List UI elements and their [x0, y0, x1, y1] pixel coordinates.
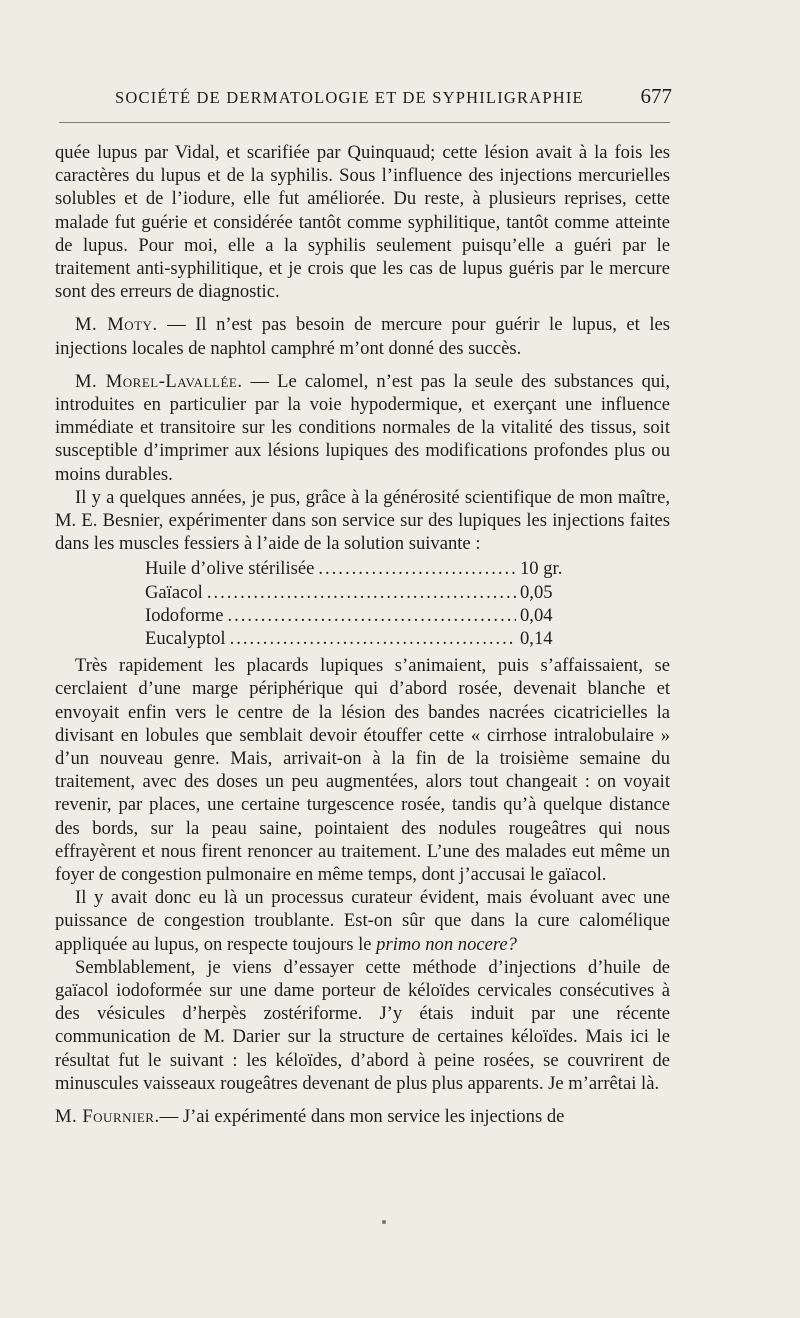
speaker-name: M. Morel-Lavallée.	[75, 370, 243, 392]
latin-phrase: primo non nocere?	[376, 933, 517, 955]
ingredient-quantity: 0,05	[520, 581, 553, 603]
paragraph-conclusion	[55, 886, 670, 956]
formula-row	[145, 604, 590, 627]
formula-table	[145, 557, 590, 650]
page-number: 677	[640, 84, 672, 108]
speaker-name: M. Moty.	[75, 314, 158, 336]
ingredient-name: Gaïacol	[145, 581, 203, 603]
paragraph-text: — J’ai expérimenté dans mon service les injections de	[159, 1106, 565, 1128]
running-title: SOCIÉTÉ DE DERMATOLOGIE ET DE SYPHILIGRAPHIE	[115, 88, 584, 107]
paragraph-text: Il y avait donc eu là un processus curateur évident, mais évoluant avec une puissance de congestion troublante. Est-on sûr que dans la cure calomélique appliquée au lupus, on respecte toujours le	[55, 887, 670, 955]
ingredient-name: Eucalyptol	[145, 628, 226, 650]
ingredient-name: Huile d’olive stérilisée	[145, 558, 315, 580]
book-page	[55, 80, 670, 1128]
ingredient-quantity: 10 gr.	[520, 558, 563, 580]
ink-speck	[382, 1220, 386, 1224]
ingredient-quantity: 0,04	[520, 604, 553, 626]
paragraph-text: — Le calomel, n’est pas la seule des substances qui, introduites en particulier par la voie hypodermique, et exerçant une influence immédiate et transitoire sur les conditions normales de la vitalité des tissus, soit susceptible d’imprimer aux lésions lupiques des modifications profondes plus ou moins durables.	[55, 370, 670, 485]
ingredient-name: Iodoforme	[145, 604, 224, 626]
ingredient-quantity: 0,14	[520, 628, 553, 650]
paragraph-text: — Il n’est pas besoin de mercure pour guérir le lupus, et les injections locales de naphtol camphré m’ont donné des succès.	[55, 314, 670, 359]
paragraph-continuation: quée lupus par Vidal, et scarifiée par Quinquaud; cette lésion avait à la fois les caractères du lupus et de la syphilis. Sous l’influence des injections mercurielles solubles et de l’iodure, elle fut améliorée. Du reste, à plusieurs reprises, cette malade fut guérie et considérée tantôt comme syphilitique, tantôt comme atteinte de lupus. Pour moi, elle a la syphilis seulement puisqu’elle a guéri par le traitement anti-syphilitique, et je crois que les cas de lupus guéris par le mercure sont des erreurs de diagnostic.	[55, 142, 670, 303]
leader-dots	[230, 627, 516, 650]
speaker-name: M. Fournier.	[55, 1106, 160, 1128]
leader-dots	[318, 557, 516, 580]
paragraph-observations: Très rapidement les placards lupiques s’animaient, puis s’affaissaient, se cerclaient d’une marge périphérique qui d’abord rosée, devenait blanche et envoyait enfin vers le centre de la lésion des bandes nacrées cicatricielles la divisant en lobules que semblait devoir étouffer cette « cirrhose intralobulaire » d’un nouveau genre. Mais, arrivait-on à la fin de la troisième semaine du traitement, avec des doses un peu augmentées, alors tout changeait : on voyait revenir, par places, une certaine turgescence rosée, tandis qu’à quelque distance des bords, sur la peau saine, pointaient des nodules rougeâtres qui nous effrayèrent et nous firent renoncer au traitement. L’une des malades eut même un foyer de congestion pulmonaire en même temps, dont j’accusai le gaïacol.	[55, 655, 670, 886]
formula-row	[145, 557, 590, 580]
page-header	[55, 80, 670, 116]
paragraph-besnier: Il y a quelques années, je pus, grâce à la générosité scientifique de mon maître, M. E. Besnier, expérimenter dans son service sur des lupiques les injections faites dans les muscles fessiers à l’aide de la solution suivante :	[55, 486, 670, 555]
paragraph-morel-lavallee	[55, 370, 670, 486]
paragraph-moty	[55, 313, 670, 359]
leader-dots	[207, 581, 516, 604]
paragraph-keloids: Semblablement, je viens d’essayer cette méthode d’injections d’huile de gaïacol iodoformée sur une dame porteur de kéloïdes cervicales consécutives à des vésicules d’herpès zostériforme. J’y étais induit par une récente communication de M. Darier sur la structure de certaines kéloïdes. Mais ici le résultat fut le suivant : les kéloïdes, d’abord à peine rosées, se couvrirent de minuscules vaisseaux rougeâtres devenant de plus plus apparents. Je m’arrêtai là.	[55, 956, 670, 1094]
header-rule	[59, 122, 670, 123]
formula-row	[145, 627, 590, 650]
paragraph-fournier	[55, 1105, 670, 1128]
formula-row	[145, 581, 590, 604]
leader-dots	[227, 604, 516, 627]
body-text	[55, 141, 670, 1128]
